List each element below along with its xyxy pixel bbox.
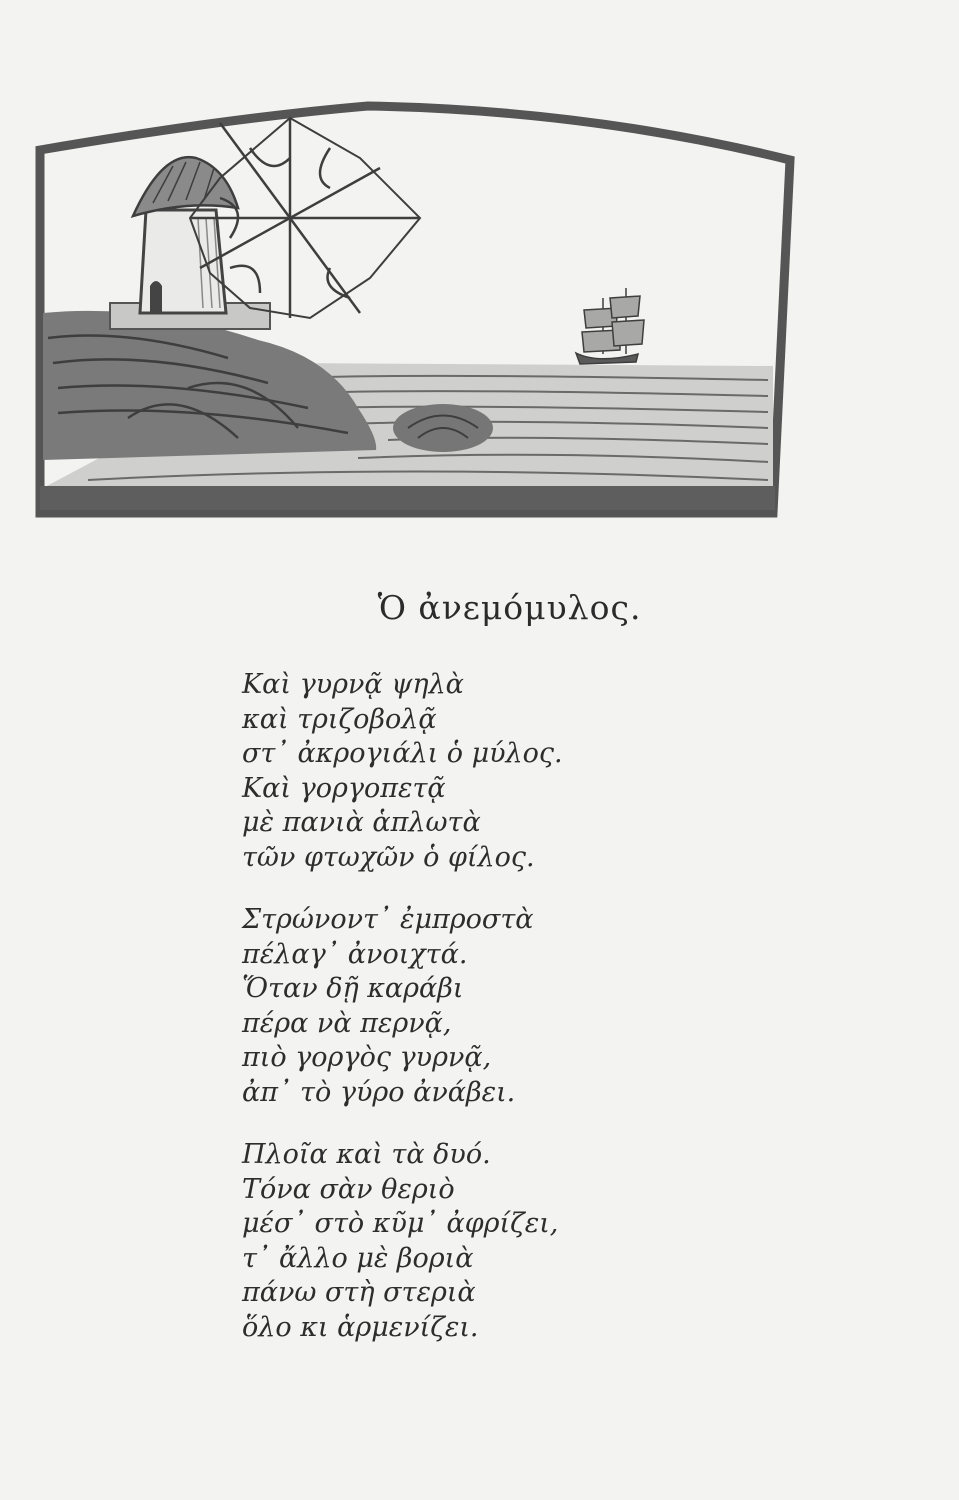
verse-line: μὲ πανιὰ ἁπλωτὰ — [242, 807, 481, 838]
verse-line: Καὶ γυρνᾷ ψηλὰ — [242, 669, 464, 700]
verse-line: Ὅταν δῇ καράβι — [242, 973, 464, 1004]
verse-line: ὅλο κι ἁρμενίζει. — [242, 1311, 479, 1343]
verse-line: καὶ τριζοβολᾷ — [242, 703, 437, 735]
windmill-illustration — [28, 88, 802, 528]
verse-line: μέσ᾽ στὸ κῦμ᾽ ἀφρίζει, — [242, 1208, 559, 1239]
verse-line: πέλαγ᾽ ἀνοιχτά. — [242, 938, 468, 970]
verse-line: Στρώνοντ᾽ ἐμπροστὰ — [242, 904, 534, 935]
verse-line: Καὶ γοργοπετᾷ — [242, 772, 446, 804]
poem-title: Ὁ ἀνεμόμυλος. — [377, 588, 642, 627]
poem-body — [242, 668, 762, 1373]
verse-line: τ᾽ ἄλλο μὲ βοριὰ — [242, 1242, 474, 1274]
verse-line: τῶν φτωχῶν ὁ φίλος. — [242, 841, 535, 873]
verse-line: ἀπ᾽ τὸ γύρο ἀνάβει. — [242, 1076, 516, 1108]
verse-line: Τόνα σὰν θεριὸ — [242, 1173, 455, 1205]
stanza-3 — [242, 1138, 762, 1345]
stanza-1 — [242, 668, 762, 875]
verse-line: στ᾽ ἀκρογιάλι ὁ μύλος. — [242, 738, 563, 769]
verse-line: Πλοῖα καὶ τὰ δυό. — [242, 1139, 491, 1170]
verse-line: πάνω στὴ στεριὰ — [242, 1277, 476, 1308]
verse-line: πέρα νὰ περνᾷ, — [242, 1007, 452, 1039]
verse-line: πιὸ γοργὸς γυρνᾷ, — [242, 1042, 492, 1073]
stanza-2 — [242, 903, 762, 1110]
